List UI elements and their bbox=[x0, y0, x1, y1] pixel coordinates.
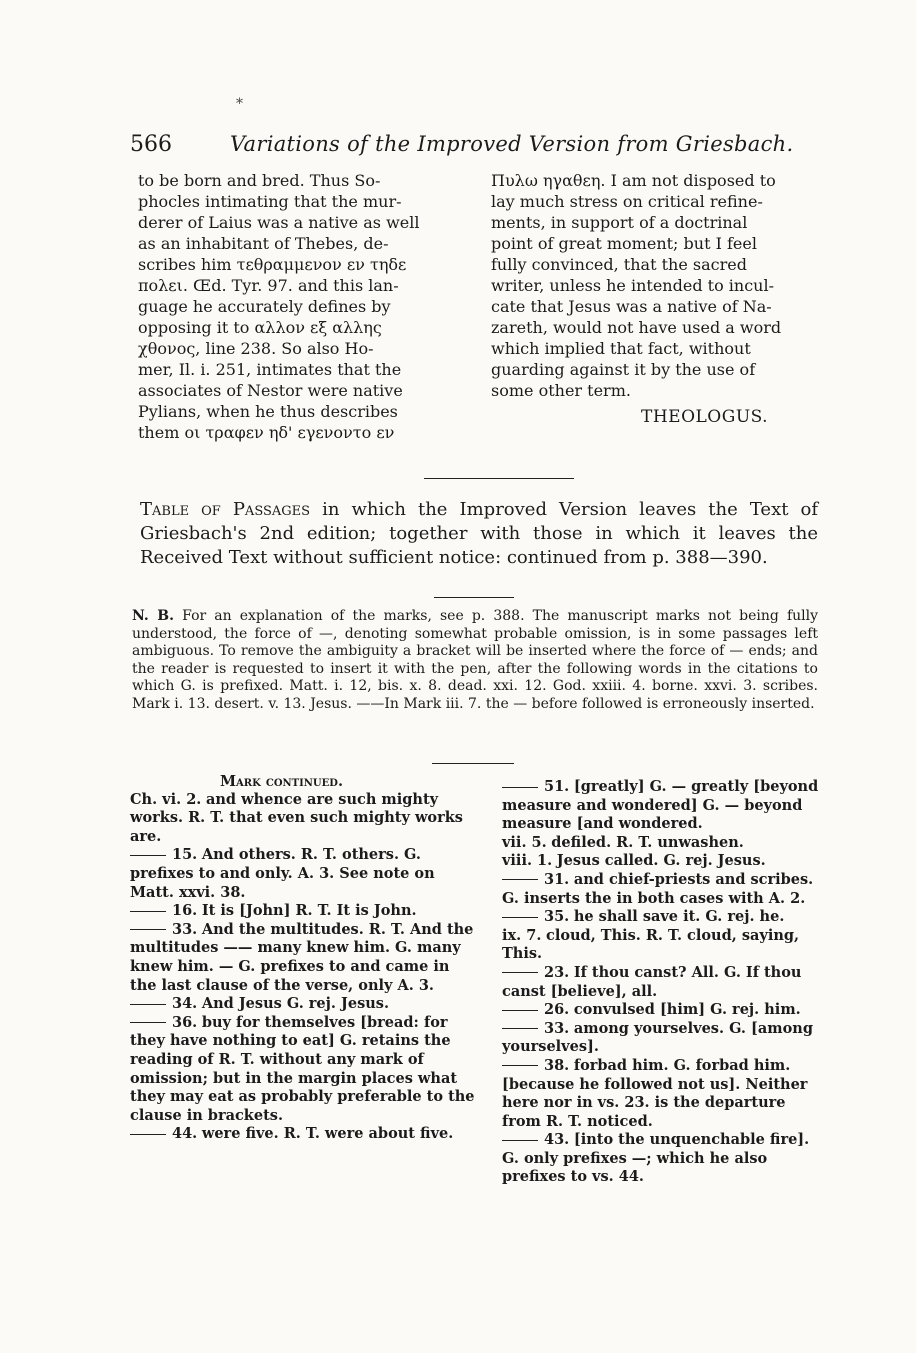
table-row bbox=[130, 846, 475, 902]
table-row bbox=[130, 1125, 475, 1144]
entry-ref: 26. bbox=[544, 1001, 570, 1019]
table-title bbox=[140, 498, 818, 570]
table-row bbox=[130, 921, 475, 995]
table-row bbox=[130, 1014, 475, 1126]
table-row bbox=[130, 902, 475, 921]
mark-right-column bbox=[502, 778, 820, 1187]
line: to be born and bred. Thus So- bbox=[138, 171, 381, 190]
entry-ref: 23. bbox=[544, 963, 570, 981]
line: πολει. Œd. Tyr. 97. and this lan- bbox=[138, 276, 399, 295]
title-divider bbox=[434, 597, 514, 598]
nb-label: N. B. bbox=[132, 608, 175, 624]
section-divider bbox=[424, 478, 574, 479]
line: some other term. bbox=[491, 381, 631, 400]
line: derer of Laius was a native as well bbox=[138, 213, 420, 232]
ditto-dash bbox=[502, 1140, 538, 1141]
line: χθονος, line 238. So also Ho- bbox=[138, 339, 374, 358]
ditto-dash bbox=[130, 929, 166, 930]
table-row bbox=[502, 1131, 820, 1187]
ditto-dash bbox=[502, 972, 538, 973]
ditto-dash bbox=[502, 787, 538, 788]
ditto-dash bbox=[502, 1065, 538, 1066]
table-row bbox=[502, 834, 820, 853]
entry-ref: 43. bbox=[544, 1131, 570, 1149]
entry-text: And the multitudes. R. T. And the multitudes —— many knew him. G. many knew him. — G. prefixes to and came in the last clause of the verse, only A. 3. bbox=[130, 920, 474, 994]
entry-text: And others. R. T. others. G. prefixes to and only. A. 3. See note on Matt. xxvi. 38. bbox=[130, 846, 435, 901]
entry-ref: 34. bbox=[172, 995, 198, 1013]
line: associates of Nestor were native bbox=[138, 381, 403, 400]
line: Pylians, when he thus describes bbox=[138, 402, 398, 421]
mark-left-column bbox=[130, 773, 475, 1144]
line: phocles intimating that the mur- bbox=[138, 192, 402, 211]
nota-bene bbox=[132, 608, 818, 713]
entry-text: among yourselves. G. [among yourselves]. bbox=[502, 1019, 813, 1056]
entry-text: and whence are such mighty works. R. T. that even such mighty works are. bbox=[130, 790, 463, 845]
line: fully convinced, that the sacred bbox=[491, 255, 747, 274]
entry-ref: 51. bbox=[544, 778, 570, 795]
entry-ref: viii. 1. bbox=[502, 852, 553, 870]
line: guage he accurately defines by bbox=[138, 297, 391, 316]
page-number: 566 bbox=[130, 132, 172, 157]
table-row bbox=[502, 852, 820, 871]
entry-ref: 44. bbox=[172, 1125, 198, 1143]
table-row bbox=[502, 1057, 820, 1131]
ditto-dash bbox=[502, 879, 538, 880]
table-row bbox=[502, 908, 820, 927]
intro-left-column bbox=[138, 170, 476, 443]
entry-text: buy for themselves [bread: for they have nothing to eat] G. retains the reading of R. T. without any mark of omission; but in the margin places what they may eat as probably preferable to the clause in brackets. bbox=[130, 1013, 475, 1124]
entry-text: It is [John] R. T. It is John. bbox=[201, 902, 417, 920]
nb-divider bbox=[432, 763, 514, 764]
ditto-dash bbox=[130, 1134, 166, 1135]
entry-ref: 36. bbox=[172, 1013, 198, 1031]
entry-text: And Jesus G. rej. Jesus. bbox=[201, 995, 389, 1013]
top-mark: * bbox=[236, 96, 243, 112]
table-row bbox=[502, 1001, 820, 1020]
line: opposing it to αλλον εξ αλλης bbox=[138, 318, 382, 337]
ditto-dash bbox=[130, 1004, 166, 1005]
line: cate that Jesus was a native of Na- bbox=[491, 297, 772, 316]
table-row bbox=[502, 927, 820, 964]
entry-text: defiled. R. T. unwashen. bbox=[551, 833, 744, 851]
line: scribes him τεθραμμενον εν τηδε bbox=[138, 255, 407, 274]
nb-text: For an explanation of the marks, see p. 388. The manuscript marks not being fully understood, the force of —, denoting somewhat probable omission, is in some passages left ambiguous. To remove the ambiguity a bracket will be inserted where the force of — ends; and the reader is requested to insert it with the pen, after the following words in the citations to which G. is prefixed. Matt. i. 12, bis. x. 8. dead. xxi. 12. God. xxiii. 4. borne. xxvi. 3. scribes. Mark i. 13. desert. v. 13. Jesus. ——In Mark iii. 7. the — before followed is erroneously inserted. bbox=[132, 608, 819, 712]
running-title: Variations of the Improved Version from Griesbach. bbox=[230, 132, 794, 156]
entry-text: If thou canst? All. G. If thou canst [believe], all. bbox=[502, 963, 802, 1000]
entry-text: [greatly] G. — greatly [beyond measure and wondered] G. — beyond measure [and wondered. bbox=[502, 778, 819, 833]
entry-ref: 31. bbox=[544, 870, 570, 888]
section-heading: Mark continued. bbox=[220, 773, 343, 790]
intro-right-column bbox=[491, 170, 819, 428]
entry-ref: 38. bbox=[544, 1056, 570, 1074]
line: which implied that fact, without bbox=[491, 339, 751, 358]
line: lay much stress on critical refine- bbox=[491, 192, 763, 211]
entry-ref: ix. 7. bbox=[502, 926, 542, 944]
ditto-dash bbox=[130, 1022, 166, 1023]
entry-text: [into the unquenchable fire]. G. only prefixes —; which he also prefixes to vs. 44. bbox=[502, 1131, 810, 1186]
entry-text: forbad him. G. forbad him. [because he followed not us]. Neither here nor in vs. 23. is the departure from R. T. noticed. bbox=[502, 1056, 808, 1130]
entry-ref: 35. bbox=[544, 908, 570, 926]
line: them οι τραφεν ηδ' εγενοντο εν bbox=[138, 423, 395, 442]
table-row bbox=[502, 871, 820, 908]
table-row bbox=[502, 964, 820, 1001]
entry-text: Jesus called. G. rej. Jesus. bbox=[556, 852, 766, 870]
entry-ref: 15. bbox=[172, 846, 198, 864]
line: mer, Il. i. 251, intimates that the bbox=[138, 360, 402, 379]
entry-ref: 16. bbox=[172, 902, 198, 920]
entry-ref: 33. bbox=[544, 1019, 570, 1037]
entry-text: convulsed [him] G. rej. him. bbox=[573, 1001, 801, 1019]
line: guarding against it by the use of bbox=[491, 360, 756, 379]
entry-ref: vii. 5. bbox=[502, 833, 547, 851]
line: ments, in support of a doctrinal bbox=[491, 213, 748, 232]
line: point of great moment; but I feel bbox=[491, 234, 757, 253]
ditto-dash bbox=[502, 1010, 538, 1011]
line: zareth, would not have used a word bbox=[491, 318, 782, 337]
ditto-dash bbox=[502, 917, 538, 918]
table-row bbox=[130, 995, 475, 1014]
entry-text: and chief-priests and scribes. G. inserts the in both cases with A. 2. bbox=[502, 870, 814, 907]
entry-text: were five. R. T. were about five. bbox=[201, 1125, 454, 1143]
table-row bbox=[502, 1020, 820, 1057]
entry-ref: Ch. vi. 2. bbox=[130, 790, 202, 808]
ditto-dash bbox=[130, 911, 166, 912]
table-title-lead: Table of Passages bbox=[140, 499, 311, 520]
entry-text: cloud, This. R. T. cloud, saying, This. bbox=[502, 926, 800, 963]
ditto-dash bbox=[130, 855, 166, 856]
table-row bbox=[502, 778, 820, 834]
line: as an inhabitant of Thebes, de- bbox=[138, 234, 389, 253]
table-row bbox=[130, 791, 475, 847]
table-title-rest: in which the Improved Version leaves the Text of Griesbach's 2nd edition; together with those in which it leaves the Received Text without sufficient notice: continued from p. 388—390. bbox=[140, 499, 818, 568]
line: writer, unless he intended to incul- bbox=[491, 276, 775, 295]
page-header bbox=[130, 128, 820, 168]
entry-text: he shall save it. G. rej. he. bbox=[573, 908, 785, 926]
line: Πυλω ηγαθεη. I am not disposed to bbox=[491, 171, 776, 190]
signature: THEOLOGUS. bbox=[641, 407, 769, 427]
entry-ref: 33. bbox=[172, 920, 198, 938]
ditto-dash bbox=[502, 1028, 538, 1029]
